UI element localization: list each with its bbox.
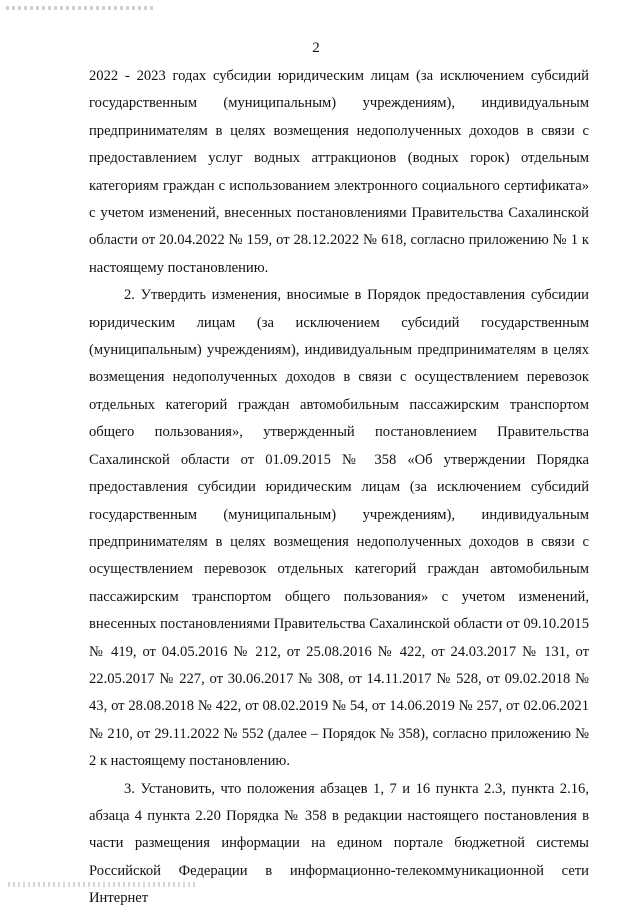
scan-artifact-bottom	[8, 882, 198, 887]
paragraph-continuation: 2022 - 2023 годах субсидии юридическим лицам (за исключением субсидий государственным (муниципальным) учреждениям), индивидуальным предпринимателям в целях возмещения недополученных доходов в связи с предоставлением услуг водных аттракционов (водных горок) отдельным категориям граждан с использованием электронного социального сертификата» с учетом изменений, внесенных постановлениями Правительства Сахалинской области от 20.04.2022 № 159, от 28.12.2022 № 618, согласно приложению № 1 к настоящему постановлению.	[89, 68, 589, 276]
paragraph-item-3: 3. Установить, что положения абзацев 1, 7 и 16 пункта 2.3, пункта 2.16, абзаца 4 пункта 2.20 Порядка № 358 в редакции настоящего постановления в части размещения информации на едином портале бюджетной системы Российской Федерации в информационно-телекоммуникационной сети Интернет	[89, 780, 589, 907]
scan-artifact-top	[6, 6, 156, 10]
document-body	[89, 63, 589, 913]
paragraph-item-2: 2. Утвердить изменения, вносимые в Порядок предоставления субсидии юридическим лицам (за исключением субсидий государственным (муниципальным) учреждениям), индивидуальным предпринимателям в целях возмещения недополученных доходов в связи с осуществлением перевозок отдельных категорий граждан автомобильным пассажирским транспортом общего пользования», утвержденный постановлением Правительства Сахалинской области от 01.09.2015 № 358 «Об утверждении Порядка предоставления субсидии юридическим лицам (за исключением субсидий государственным (муниципальным) учреждениям), индивидуальным предпринимателям в целях возмещения недополученных доходов в связи с осуществлением перевозок отдельных категорий граждан автомобильным пассажирским транспортом общего пользования» с учетом изменений, внесенных постановлениями Правительства Сахалинской области от 09.10.2015 № 419, от 04.05.2016 № 212, от 25.08.2016 № 422, от 24.03.2017 № 131, от 22.05.2017 № 227, от 30.06.2017 № 308, от 14.11.2017 № 528, от 09.02.2018 № 43, от 28.08.2018 № 422, от 08.02.2019 № 54, от 14.06.2019 № 257, от 02.06.2021 № 210, от 29.11.2022 № 552 (далее – Порядок № 358), согласно приложению № 2 к настоящему постановлению.	[89, 287, 589, 770]
page-number: 2	[312, 40, 320, 56]
